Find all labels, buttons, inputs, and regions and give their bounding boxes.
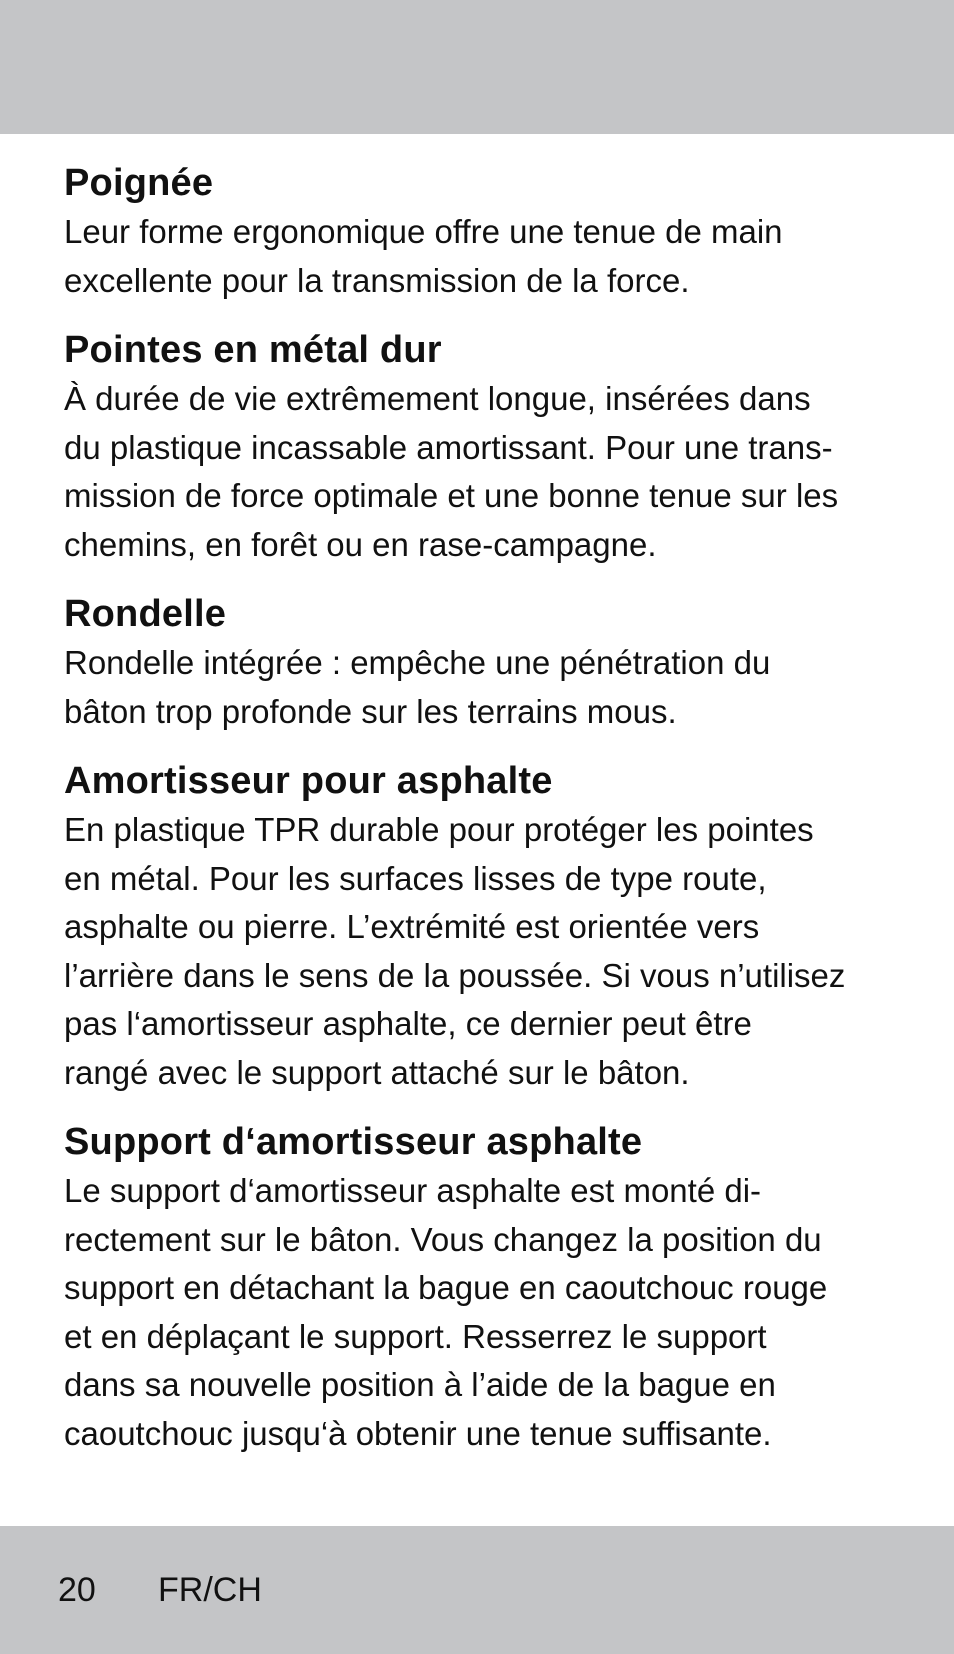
section-heading: Pointes en métal dur	[64, 329, 442, 371]
section-heading: Support d‘amortisseur asphalte	[64, 1121, 643, 1163]
region-label: FR/CH	[158, 1571, 262, 1609]
section-heading: Amortisseur pour asphalte	[64, 760, 553, 802]
page-number: 20	[58, 1571, 96, 1609]
section-poignee	[64, 158, 904, 305]
section-body: En plastique TPR durable pour protéger les pointes en métal. Pour les surfaces lisses de type route, asphalte ou pierre. L’extrémité est orientée vers l’arrière dans le sens de la poussée. Si vous n’utilisez pas l‘amortisseur asphalte, ce dernier peut être rangé avec le support attaché sur le bâton.	[64, 811, 846, 1091]
section-body: À durée de vie extrêmement longue, insérées dans du plastique incassable amortissant. Pour une trans- mission de force optimale et une bonne tenue sur les chemins, en forêt ou en rase-campagne.	[64, 380, 839, 563]
section-body: Rondelle intégrée : empêche une pénétration du bâton trop profonde sur les terrains mous.	[64, 644, 771, 730]
manual-content	[64, 158, 904, 1478]
section-heading: Rondelle	[64, 593, 227, 635]
section-rondelle	[64, 589, 904, 736]
section-pointes-metal-dur	[64, 325, 904, 569]
section-body: Le support d‘amortisseur asphalte est monté di- rectement sur le bâton. Vous changez la position du support en détachant la bague en caoutchouc rouge et en déplaçant le support. Resserrez le support dans sa nouvelle position à l’aide de la bague en caoutchouc jusqu‘à obtenir une tenue suffisante.	[64, 1172, 828, 1452]
section-heading: Poignée	[64, 162, 214, 204]
section-body: Leur forme ergonomique offre une tenue de main excellente pour la transmission de la force.	[64, 213, 783, 299]
section-support-amortisseur	[64, 1117, 904, 1458]
footer-band	[0, 1526, 954, 1654]
section-amortisseur-asphalte	[64, 756, 904, 1097]
header-band	[0, 0, 954, 134]
